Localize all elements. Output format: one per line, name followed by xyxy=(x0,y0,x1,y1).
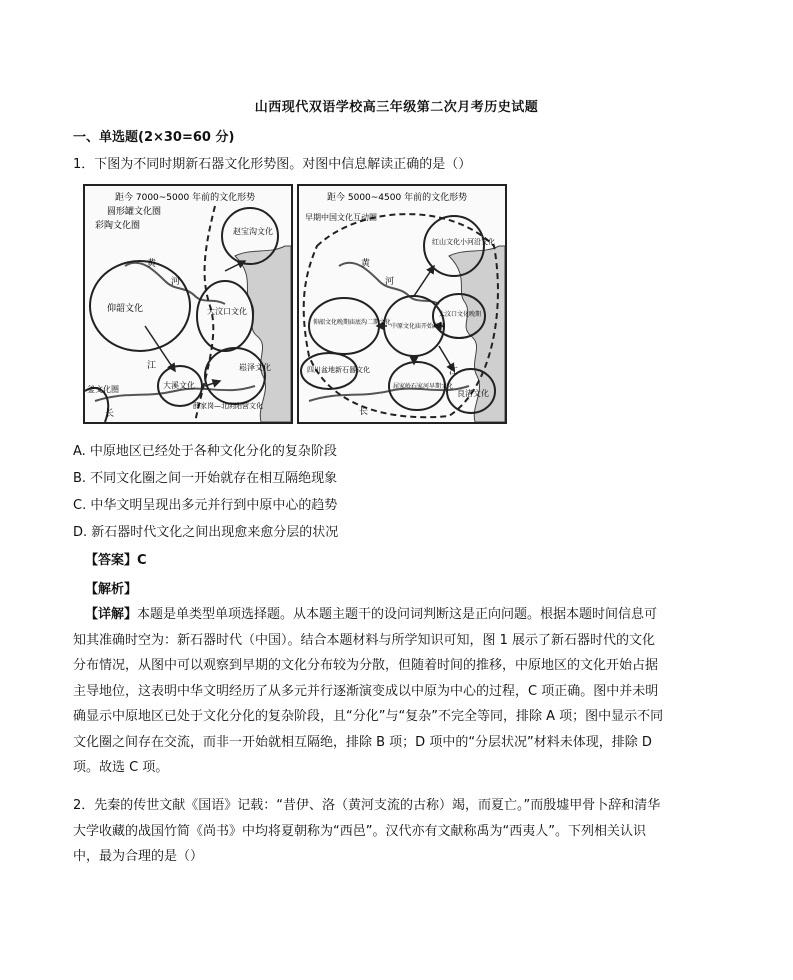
map-label: 河 xyxy=(385,277,395,287)
map-left-heading: 距今 7000~5000 年前的文化形势 xyxy=(115,193,256,203)
map-label: 红山文化小河沿文化 xyxy=(432,238,495,246)
map-label: 黄 xyxy=(361,259,371,269)
map-right-drawing xyxy=(299,186,505,422)
analysis-label: 【解析】 xyxy=(85,582,138,597)
question-1-stem: 1．下图为不同时期新石器文化形势图。对图中信息解读正确的是（） xyxy=(73,157,472,172)
map-label: 崧泽文化 xyxy=(239,363,271,372)
map-5000-4500 xyxy=(297,184,507,424)
map-label: 大溪文化 xyxy=(163,381,195,390)
section-title: 一、单选题(2×30=60 分) xyxy=(73,130,235,145)
map-label: 四川盆地新石器文化 xyxy=(307,366,370,374)
map-label: 江 xyxy=(449,367,459,377)
map-label: 良渚文化 xyxy=(457,389,489,398)
map-7000-5000 xyxy=(83,184,293,424)
option-c: C. 中华文明呈现出多元并行到中原中心的趋势 xyxy=(73,498,338,513)
map-label: 河 xyxy=(171,277,181,287)
map-label: 仰韶文化 xyxy=(107,304,144,314)
page-title: 山西现代双语学校高三年级第二次月考历史试题 xyxy=(254,100,539,115)
map-label: 长 xyxy=(105,409,115,419)
detail-text: 本题是单类型单项选择题。从本题主题干的设问词判断这是正向问题。根据本题时间信息可知其准确时空为：新石器时代（中国）。结合本题材料与所学知识可知，图 1 展示了新石器时代的文化分布情况，从图中可以观察到早期的文化分布较为分散，但随着时间的推移，中原地区的文化开始占据主导地位，这表明中华文明经历了从多元并行逐渐演变成以中原为中心的过程，C 项正确。图中并未明确显示中原地区已处于文化分化的复杂阶段，且“分化”与“复杂”不完全等同，排除 A 项；图中显示不同文化圈之间存在交流，而非一开始就相互隔绝，排除 B 项；D 项中的“分层状况”材料未体现，排除 D 项。故选 C 项。 xyxy=(73,607,664,775)
detail-paragraph xyxy=(73,602,667,781)
option-a: A. 中原地区已经处于各种文化分化的复杂阶段 xyxy=(73,444,337,459)
option-b: B. 不同文化圈之间一开始就存在相互隔绝现象 xyxy=(73,471,338,486)
map-label: 中原文化庙开始出现 xyxy=(391,323,446,330)
map-label: 圆形罐文化圈 xyxy=(107,207,162,217)
map-right-heading: 距今 5000~4500 年前的文化形势 xyxy=(327,193,468,203)
map-label: 大汶口文化晚期 xyxy=(439,311,482,318)
culture-maps-figure xyxy=(83,184,507,428)
map-label: 早期中国文化互动圈 xyxy=(305,213,377,222)
map-left-drawing xyxy=(85,186,291,422)
map-label: 黄 xyxy=(147,259,157,269)
map-label: 赵宝沟文化 xyxy=(233,227,273,236)
map-label: 屈家岭石家河早期文化 xyxy=(393,383,454,390)
option-d: D. 新石器时代文化之间出现愈来愈分层的状况 xyxy=(73,525,339,540)
map-label: 釜文化圈 xyxy=(87,385,119,394)
map-label: 江 xyxy=(147,361,157,371)
question-2-stem: 2．先秦的传世文献《国语》记载：“昔伊、洛（黄河支流的古称）竭，而夏亡。”而殷墟甲骨卜辞和清华大学收藏的战国竹简《尚书》中均将夏朝称为“西邑”。汉代亦有文献称禹为“西夷人”。下列相关认识中，最为合理的是（） xyxy=(73,798,661,864)
map-label: 彩陶文化圈 xyxy=(95,221,141,231)
map-label: 长 xyxy=(359,407,369,417)
map-label: 大汶口文化 xyxy=(207,307,247,316)
map-label: 薛家岗—北阴阳营文化 xyxy=(193,402,263,410)
map-label: 仰韶文化晚期庙底沟二期文化 xyxy=(313,319,392,326)
detail-tag: 【详解】 xyxy=(85,607,138,622)
answer-label: 【答案】C xyxy=(85,553,147,568)
